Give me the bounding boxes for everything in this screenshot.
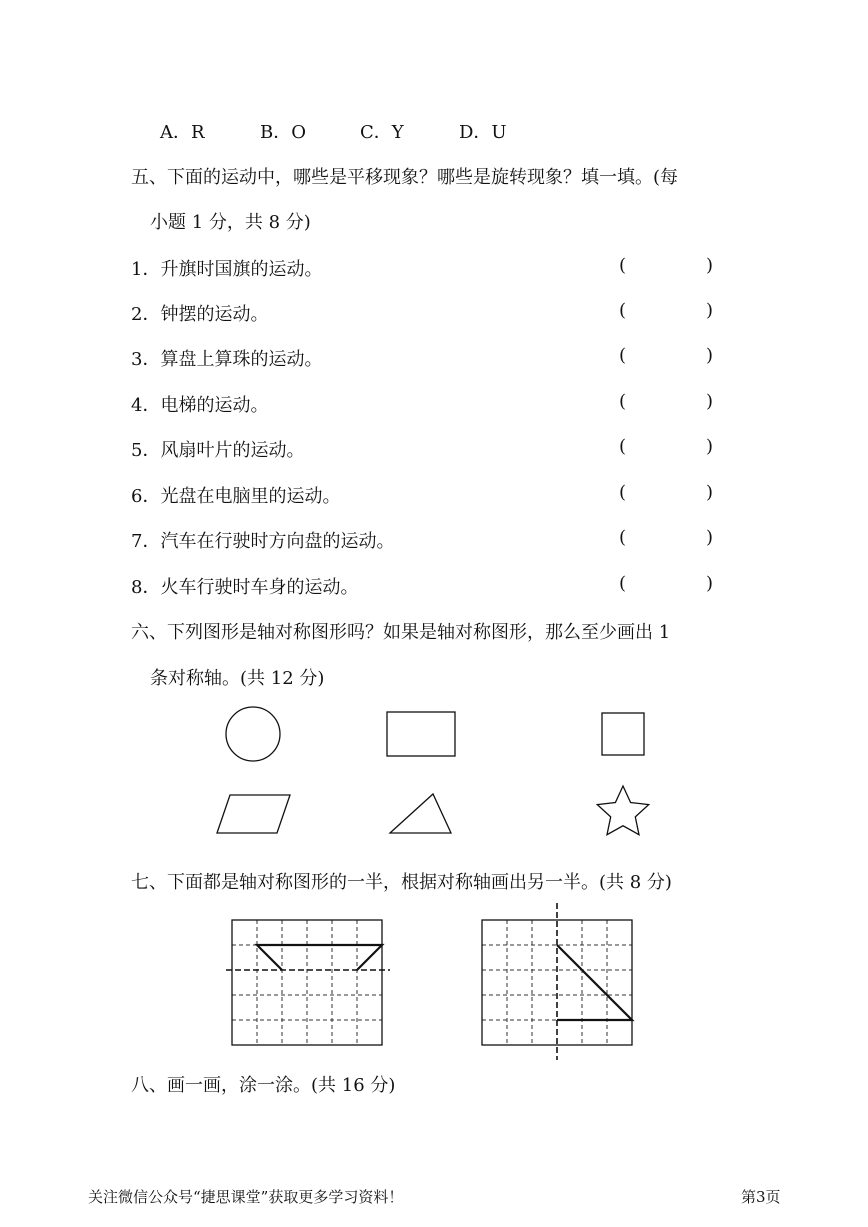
answer-paren-open: (	[619, 345, 627, 366]
answer-paren-open: (	[619, 300, 627, 321]
right-grid	[482, 903, 632, 1060]
section5-title-line1: 五、下面的运动中，哪些是平移现象？哪些是旋转现象？填一填。(每	[131, 167, 679, 188]
square-shape	[602, 713, 644, 755]
answer-paren-close: )	[706, 255, 714, 276]
section5-title-line2: 小题 1 分，共 8 分)	[150, 212, 311, 233]
question-item: 5．风扇叶片的运动。	[131, 440, 305, 461]
answer-paren-open: (	[619, 527, 627, 548]
parallelogram-shape	[217, 795, 290, 833]
answer-paren-open: (	[619, 436, 627, 457]
option-a: A．R	[160, 122, 205, 143]
left-grid	[226, 920, 390, 1045]
answer-paren-close: )	[706, 391, 714, 412]
option-d: D．U	[459, 122, 507, 143]
rectangle-shape	[387, 712, 455, 756]
section7-title: 七、下面都是轴对称图形的一半，根据对称轴画出另一半。(共 8 分)	[131, 872, 672, 893]
question-item: 2．钟摆的运动。	[131, 304, 269, 325]
half-shape-left	[257, 945, 382, 970]
answer-paren-close: )	[706, 573, 714, 594]
option-c: C．Y	[360, 122, 404, 143]
answer-paren-close: )	[706, 436, 714, 457]
answer-paren-close: )	[706, 345, 714, 366]
section6-title-line1: 六、下列图形是轴对称图形吗？如果是轴对称图形，那么至少画出 1	[131, 622, 671, 643]
half-shape-right	[557, 945, 632, 1020]
answer-paren-close: )	[706, 482, 714, 503]
footer-note: 关注微信公众号“捷思课堂”获取更多学习资料！	[88, 1188, 404, 1206]
triangle-shape	[390, 794, 451, 833]
page-number: 第3页	[741, 1188, 781, 1206]
star-shape	[597, 786, 648, 835]
answer-paren-open: (	[619, 255, 627, 276]
grid-figures	[0, 898, 868, 1068]
question-item: 6．光盘在电脑里的运动。	[131, 486, 341, 507]
shapes-figure	[0, 700, 868, 860]
question-item: 7．汽车在行驶时方向盘的运动。	[131, 531, 395, 552]
question-item: 1．升旗时国旗的运动。	[131, 259, 323, 280]
question-item: 4．电梯的运动。	[131, 395, 269, 416]
answer-paren-open: (	[619, 573, 627, 594]
section8-title: 八、画一画，涂一涂。(共 16 分)	[131, 1075, 396, 1096]
answer-paren-open: (	[619, 482, 627, 503]
question-item: 8．火车行驶时车身的运动。	[131, 577, 359, 598]
circle-shape	[226, 707, 280, 761]
section6-title-line2: 条对称轴。(共 12 分)	[150, 668, 325, 689]
answer-paren-close: )	[706, 300, 714, 321]
question-item: 3．算盘上算珠的运动。	[131, 349, 323, 370]
answer-paren-close: )	[706, 527, 714, 548]
option-b: B．O	[260, 122, 306, 143]
answer-paren-open: (	[619, 391, 627, 412]
